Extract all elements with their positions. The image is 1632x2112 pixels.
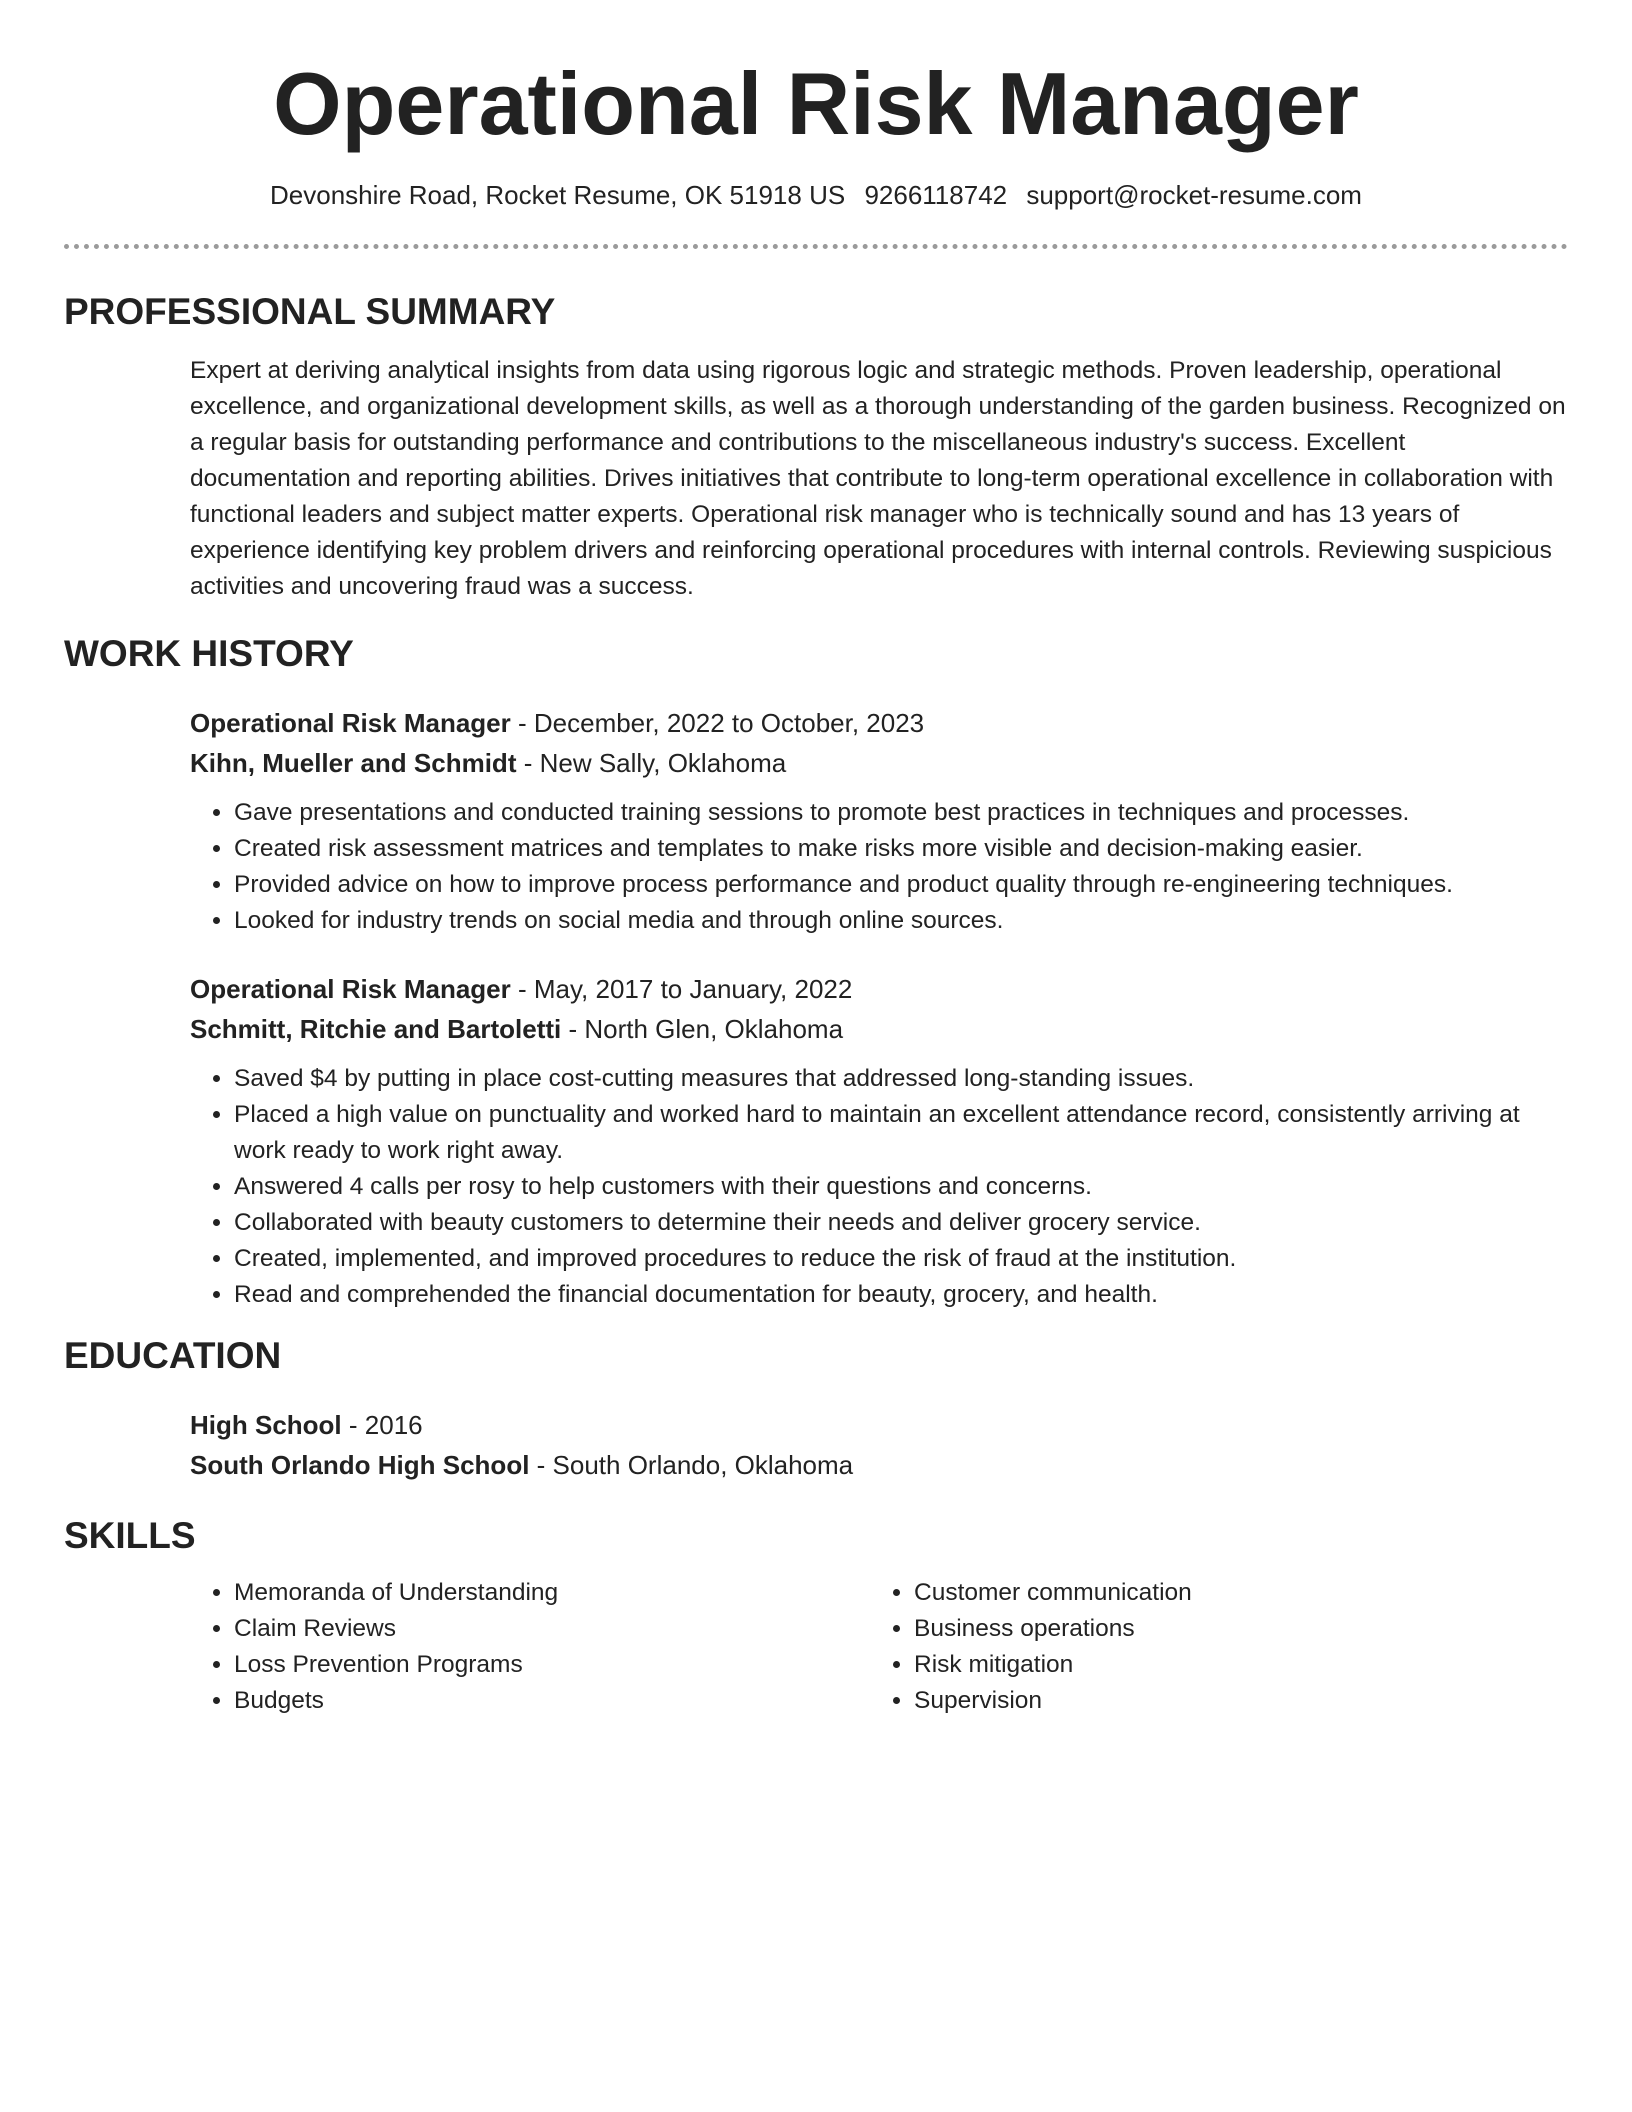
education-year: - 2016	[341, 1410, 423, 1440]
skill-item: • Risk mitigation	[914, 1647, 1550, 1683]
education-location: - South Orlando, Oklahoma	[529, 1450, 854, 1480]
contact-line	[64, 178, 1568, 212]
summary-title: PROFESSIONAL SUMMARY	[64, 291, 556, 332]
skills-column-left	[190, 1575, 870, 1719]
education-degree: High School	[190, 1410, 342, 1440]
job-dates: - December, 2022 to October, 2023	[510, 708, 925, 738]
job-company-line	[190, 1009, 1568, 1049]
job-role: Operational Risk Manager	[190, 708, 511, 738]
candidate-name: Operational Risk Manager	[273, 54, 1359, 153]
job-bullet: • Gave presentations and conducted training sessions to promote best practices in techniques and processes.	[234, 795, 1568, 831]
job-bullet: • Placed a high value on punctuality and worked hard to maintain an excellent attendance record, consistently arriving at work ready to work right away.	[234, 1097, 1568, 1169]
contact-phone: 9266118742	[864, 180, 1008, 210]
job-company-line	[190, 743, 1568, 783]
job-bullet: • Collaborated with beauty customers to determine their needs and deliver grocery service.	[234, 1205, 1568, 1241]
job-bullet: • Created risk assessment matrices and templates to make risks more visible and decision-making easier.	[234, 831, 1568, 867]
skill-item: • Claim Reviews	[234, 1611, 870, 1647]
job-location: - North Glen, Oklahoma	[561, 1014, 844, 1044]
job-bullet: • Looked for industry trends on social media and through online sources.	[234, 903, 1568, 939]
job-bullet: • Answered 4 calls per rosy to help customers with their questions and concerns.	[234, 1169, 1568, 1205]
skills-title: SKILLS	[64, 1515, 196, 1556]
skill-item: • Memoranda of Understanding	[234, 1575, 870, 1611]
header-divider	[64, 244, 1568, 249]
skill-item: • Budgets	[234, 1683, 870, 1719]
education-degree-line	[190, 1405, 1568, 1445]
work-history-title: WORK HISTORY	[64, 633, 354, 674]
job-company: Kihn, Mueller and Schmidt	[190, 748, 517, 778]
job-bullet: • Read and comprehended the financial documentation for beauty, grocery, and health.	[234, 1277, 1568, 1313]
education-school: South Orlando High School	[190, 1450, 530, 1480]
skill-item: • Supervision	[914, 1683, 1550, 1719]
summary-section	[64, 289, 1568, 605]
education-section	[64, 1333, 1568, 1485]
job-bullet: • Saved $4 by putting in place cost-cutting measures that addressed long-standing issues.	[234, 1061, 1568, 1097]
skills-column-right	[870, 1575, 1550, 1719]
education-title: EDUCATION	[64, 1335, 282, 1376]
skill-item: • Business operations	[914, 1611, 1550, 1647]
job-location: - New Sally, Oklahoma	[516, 748, 787, 778]
skill-item: • Loss Prevention Programs	[234, 1647, 870, 1683]
summary-text: Expert at deriving analytical insights from data using rigorous logic and strategic methods. Proven leadership, operational excellence, and organizational development skills, as well as a thorough understanding of the garden business. Recognized on a regular basis for outstanding performance and contributions to the miscellaneous industry's success. Excellent documentation and reporting abilities. Drives initiatives that contribute to long-term operational excellence in collaboration with functional leaders and subject matter experts. Operational risk manager who is technically sound and has 13 years of experience identifying key problem drivers and reinforcing operational procedures with internal controls. Reviewing suspicious activities and uncovering fraud was a success.	[190, 357, 1566, 600]
education-school-line	[190, 1445, 1568, 1485]
job-bullet: • Created, implemented, and improved procedures to reduce the risk of fraud at the institution.	[234, 1241, 1568, 1277]
job-dates: - May, 2017 to January, 2022	[510, 974, 853, 1004]
resume-header	[64, 0, 1568, 249]
job-bullets	[190, 1061, 1568, 1313]
education-entry	[190, 1405, 1568, 1485]
skill-item: • Customer communication	[914, 1575, 1550, 1611]
skills-section	[64, 1513, 1568, 1719]
job-bullets	[190, 795, 1568, 939]
job-role-line	[190, 969, 1568, 1009]
job-entry	[190, 969, 1568, 1313]
job-bullet: • Provided advice on how to improve process performance and product quality through re-engineering techniques.	[234, 867, 1568, 903]
job-role-line	[190, 703, 1568, 743]
contact-address: Devonshire Road, Rocket Resume, OK 51918 US	[270, 180, 846, 210]
work-history-section	[64, 631, 1568, 1313]
skills-grid	[190, 1575, 1568, 1719]
contact-email[interactable]: support@rocket-resume.com	[1026, 180, 1362, 210]
job-role: Operational Risk Manager	[190, 974, 511, 1004]
job-entry	[190, 703, 1568, 939]
job-company: Schmitt, Ritchie and Bartoletti	[190, 1014, 562, 1044]
